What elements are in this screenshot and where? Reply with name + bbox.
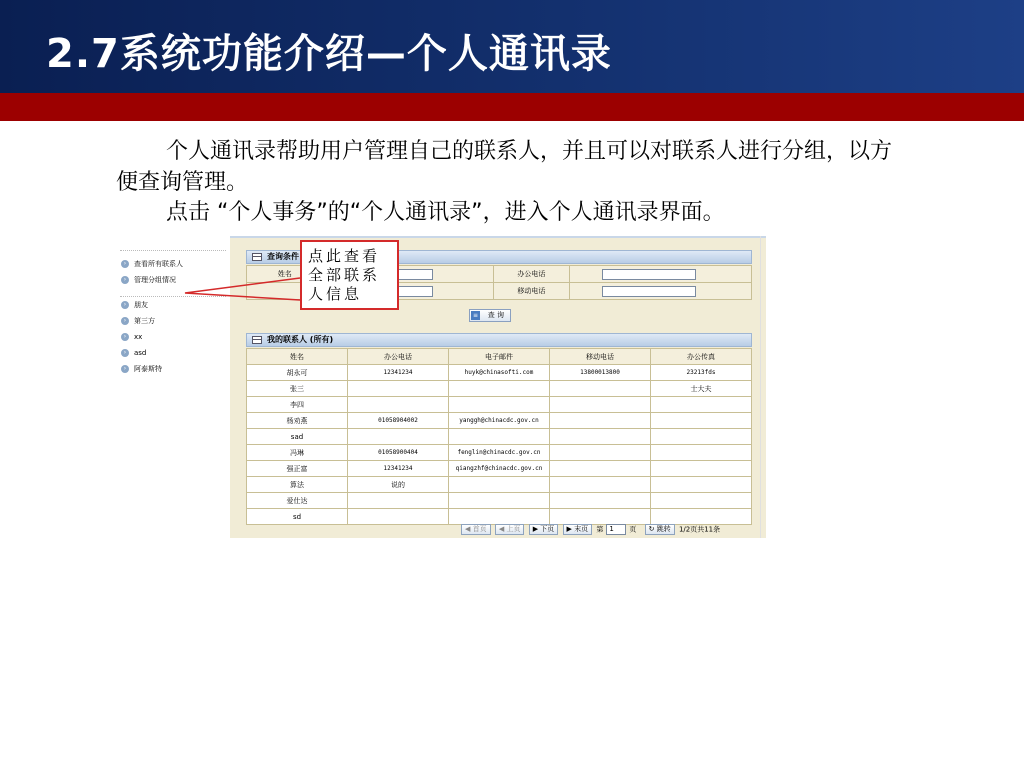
table-cell — [348, 429, 449, 445]
table-cell — [550, 477, 651, 493]
table-cell: 算法 — [247, 477, 348, 493]
callout-box: 点此查看全部联系人信息 — [300, 240, 399, 310]
column-header[interactable]: 办公电话 — [348, 349, 449, 365]
table-row[interactable] — [247, 397, 752, 413]
table-cell: 爱仕达 — [247, 493, 348, 509]
office-phone-label: 办公电话 — [493, 266, 570, 283]
table-cell: 12341234 — [348, 461, 449, 477]
sidebar-item-group[interactable]: › 朋友 — [121, 300, 148, 310]
column-header[interactable]: 电子邮件 — [449, 349, 550, 365]
table-row[interactable] — [247, 413, 752, 429]
table-cell — [449, 493, 550, 509]
group-sidebar — [116, 232, 230, 538]
sidebar-item-group[interactable]: › xx — [121, 332, 142, 342]
table-cell — [550, 397, 651, 413]
grid-icon — [252, 253, 262, 261]
table-cell: 冯琳 — [247, 445, 348, 461]
table-cell: sad — [247, 429, 348, 445]
sidebar-divider — [120, 296, 226, 297]
table-row[interactable] — [247, 461, 752, 477]
sidebar-item-group[interactable]: › asd — [121, 348, 146, 358]
arrow-circle-icon: › — [121, 349, 129, 357]
jump-button[interactable]: ↻ 跳转 — [645, 524, 675, 535]
query-panel-header: 查询条件 — [246, 250, 752, 264]
table-row[interactable] — [247, 509, 752, 525]
table-cell: 说的 — [348, 477, 449, 493]
table-cell — [651, 413, 752, 429]
table-cell — [449, 429, 550, 445]
table-row[interactable] — [247, 365, 752, 381]
table-cell: huyk@chinasofti.com — [449, 365, 550, 381]
intro-paragraph: 个人通讯录帮助用户管理自己的联系人，并且可以对联系人进行分组，以方便查询管理。 — [116, 139, 893, 195]
table-cell: 士大夫 — [651, 381, 752, 397]
instruction-paragraph: 点击 “个人事务”的“个人通讯录”，进入个人通讯录界面。 — [166, 200, 725, 225]
first-page-button[interactable]: ◀ 首页 — [461, 524, 491, 535]
column-header[interactable]: 办公传真 — [651, 349, 752, 365]
table-cell: 李四 — [247, 397, 348, 413]
query-button[interactable]: ≡ 查 询 — [469, 309, 511, 322]
app-screenshot — [116, 232, 766, 538]
next-page-button[interactable]: ▶ 下页 — [529, 524, 559, 535]
arrow-circle-icon: › — [121, 365, 129, 373]
sidebar-item-group[interactable]: › 第三方 — [121, 316, 155, 326]
table-row[interactable] — [247, 493, 752, 509]
table-row[interactable] — [247, 445, 752, 461]
table-cell: 23213fds — [651, 365, 752, 381]
slide-title: 2.7系统功能介绍—个人通讯录 — [46, 31, 612, 77]
table-row[interactable] — [247, 381, 752, 397]
table-cell — [550, 429, 651, 445]
table-cell — [651, 445, 752, 461]
sidebar-item-group[interactable]: › 阿泰斯特 — [121, 364, 162, 374]
red-divider-band — [0, 93, 1024, 121]
table-cell — [550, 493, 651, 509]
table-cell: 12341234 — [348, 365, 449, 381]
pagination-bar — [461, 524, 720, 536]
arrow-circle-icon: › — [121, 301, 129, 309]
table-cell — [348, 381, 449, 397]
table-cell — [550, 461, 651, 477]
name-label: 姓名 — [247, 266, 324, 283]
table-cell — [449, 381, 550, 397]
table-cell — [348, 493, 449, 509]
table-cell: qiangzhf@chinacdc.gov.cn — [449, 461, 550, 477]
last-page-button[interactable]: ▶ 末页 — [563, 524, 593, 535]
sidebar-item-all-contacts[interactable]: › 查看所有联系人 — [121, 259, 183, 269]
slide-title-band — [0, 0, 1024, 93]
office-phone-input[interactable] — [602, 269, 696, 280]
arrow-circle-icon: › — [121, 317, 129, 325]
contacts-table — [246, 348, 752, 525]
table-cell — [449, 509, 550, 525]
table-cell: yanggh@chinacdc.gov.cn — [449, 413, 550, 429]
table-cell — [651, 493, 752, 509]
table-cell — [449, 397, 550, 413]
page-suffix: 页 — [629, 525, 637, 534]
table-row[interactable] — [247, 429, 752, 445]
table-cell — [651, 509, 752, 525]
column-header[interactable]: 姓名 — [247, 349, 348, 365]
table-row[interactable] — [247, 477, 752, 493]
table-header-row — [247, 349, 752, 365]
arrow-circle-icon: › — [121, 333, 129, 341]
scrollbar[interactable] — [760, 236, 766, 538]
table-cell — [550, 381, 651, 397]
contacts-panel-header: 我的联系人 (所有) — [246, 333, 752, 347]
page-number-input[interactable]: 1 — [606, 524, 626, 535]
prev-page-button[interactable]: ◀ 上页 — [495, 524, 525, 535]
arrow-circle-icon: › — [121, 260, 129, 268]
table-cell: 01058900404 — [348, 445, 449, 461]
table-cell: 强正富 — [247, 461, 348, 477]
table-cell — [348, 397, 449, 413]
mobile-input[interactable] — [602, 286, 696, 297]
table-cell: 杨劝燕 — [247, 413, 348, 429]
page-summary: 1/2页共11条 — [678, 525, 721, 534]
table-cell: 胡永可 — [247, 365, 348, 381]
table-cell — [651, 397, 752, 413]
search-icon: ≡ — [472, 312, 479, 319]
grid-icon — [252, 336, 262, 344]
table-cell — [449, 477, 550, 493]
page-prefix: 第 — [596, 525, 604, 534]
table-cell — [651, 461, 752, 477]
sidebar-item-manage-groups[interactable]: › 管理分组情况 — [121, 275, 176, 285]
table-cell: 01058904002 — [348, 413, 449, 429]
arrow-circle-icon: › — [121, 276, 129, 284]
table-cell — [651, 477, 752, 493]
table-cell — [348, 509, 449, 525]
column-header[interactable]: 移动电话 — [550, 349, 651, 365]
table-cell: 13800013800 — [550, 365, 651, 381]
table-cell: 张三 — [247, 381, 348, 397]
table-cell — [550, 445, 651, 461]
table-cell — [651, 429, 752, 445]
table-cell: fenglin@chinacdc.gov.cn — [449, 445, 550, 461]
mobile-label: 移动电话 — [493, 283, 570, 300]
table-cell: sd — [247, 509, 348, 525]
table-cell — [550, 413, 651, 429]
sidebar-divider — [120, 250, 226, 251]
table-cell — [550, 509, 651, 525]
